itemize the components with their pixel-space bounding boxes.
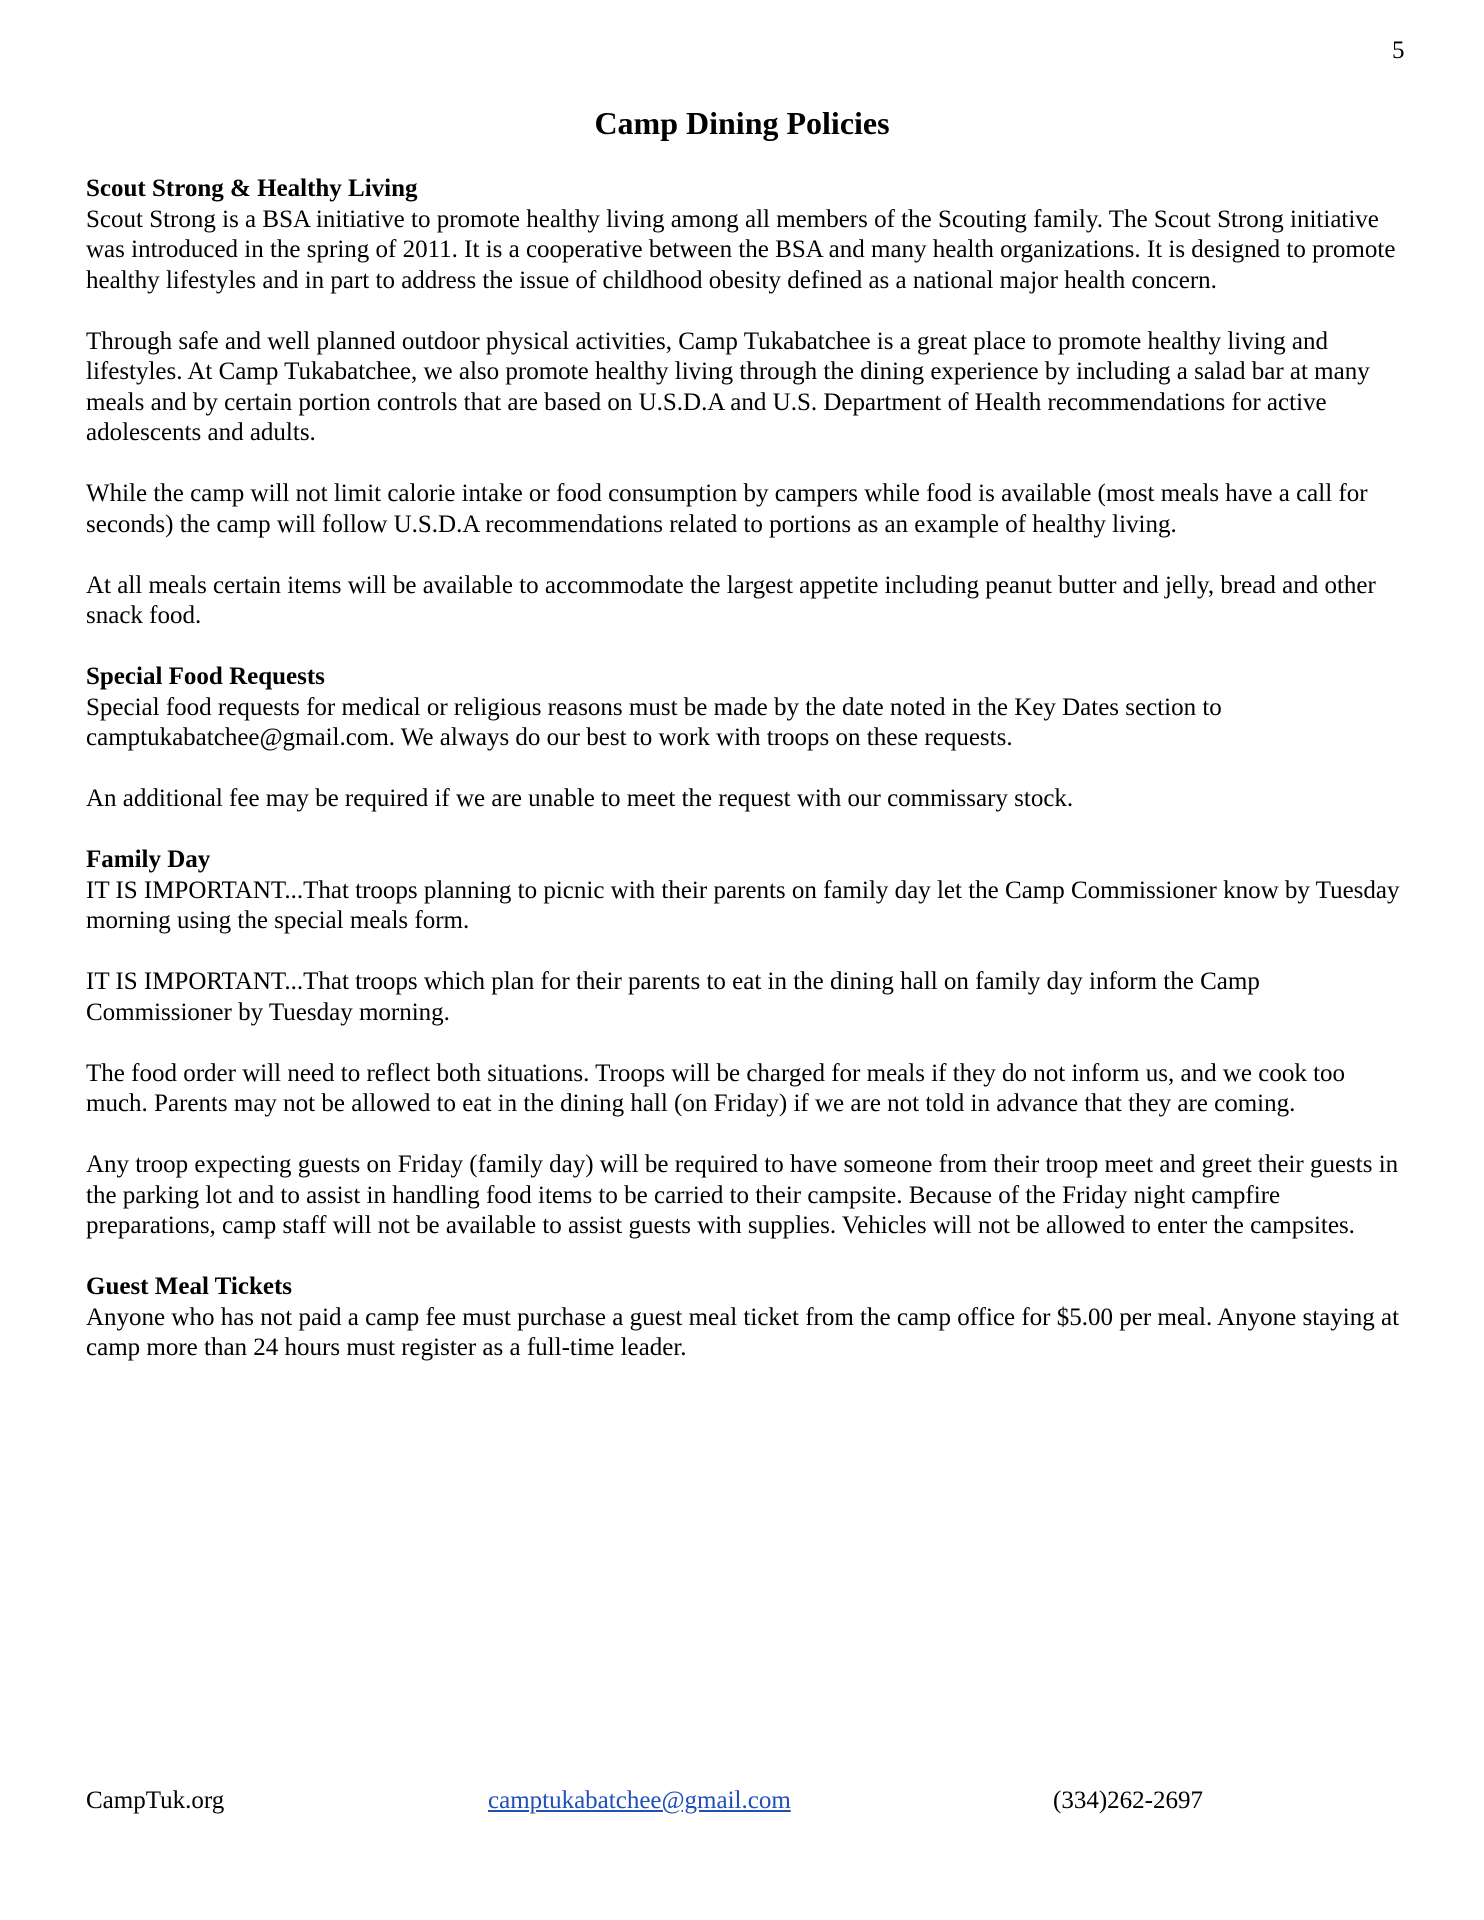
section-family-day (86, 845, 1411, 1242)
footer-email-link[interactable]: camptukabatchee@gmail.com (488, 1787, 791, 1814)
paragraph: Through safe and well planned outdoor physical activities, Camp Tukabatchee is a great place to promote healthy living and lifestyles. At Camp Tukabatchee, we also promote healthy living through the dining experience by including a salad bar at many meals and by certain portion controls that are based on U.S.D.A and U.S. Department of Health recommendations for active adolescents and adults. (86, 327, 1370, 446)
paragraph: While the camp will not limit calorie intake or food consumption by campers while food is available (most meals have a call for seconds) the camp will follow U.S.D.A recommendations related to portions as an example of healthy living. (86, 480, 1368, 538)
page-title: Camp Dining Policies (594, 105, 890, 141)
section-heading: Guest Meal Tickets (86, 1273, 293, 1300)
section-heading: Scout Strong & Healthy Living (86, 175, 418, 202)
paragraph: IT IS IMPORTANT...That troops which plan for their parents to eat in the dining hall on family day inform the Camp Commissioner by Tuesday morning. (86, 968, 1260, 1026)
section-special-food-requests (86, 662, 1411, 815)
paragraph: An additional fee may be required if we are unable to meet the request with our commissary stock. (86, 785, 1074, 812)
paragraph: Special food requests for medical or religious reasons must be made by the date noted in the Key Dates section to camptukabatchee@gmail.com. We always do our best to work with troops on these requests. (86, 693, 1222, 751)
paragraph: Any troop expecting guests on Friday (family day) will be required to have someone from their troop meet and greet their guests in the parking lot and to assist in handling food items to be carried to their campsite. Because of the Friday night campfire preparations, camp staff will not be available to assist guests with supplies. Vehicles will not be allowed to enter the campsites. (86, 1151, 1399, 1239)
paragraph: IT IS IMPORTANT...That troops planning to picnic with their parents on family day let the Camp Commissioner know by Tuesday morning using the special meals form. (86, 876, 1400, 934)
paragraph: Anyone who has not paid a camp fee must purchase a guest meal ticket from the camp office for $5.00 per meal. Anyone staying at camp more than 24 hours must register as a full-time leader. (86, 1303, 1400, 1361)
page-number: 5 (1392, 37, 1405, 64)
paragraph: At all meals certain items will be available to accommodate the largest appetite including peanut butter and jelly, bread and other snack food. (86, 571, 1376, 629)
section-guest-meal-tickets (86, 1272, 1411, 1364)
section-scout-strong (86, 174, 1411, 632)
footer-website: CampTuk.org (86, 1787, 225, 1814)
paragraph: The food order will need to reflect both situations. Troops will be charged for meals if they do not inform us, and we cook too much. Parents may not be allowed to eat in the dining hall (on Friday) if we are not told in advance that they are coming. (86, 1059, 1346, 1117)
footer-phone: (334)262-2697 (1053, 1787, 1203, 1814)
section-heading: Family Day (86, 846, 211, 873)
section-heading: Special Food Requests (86, 663, 325, 690)
paragraph: Scout Strong is a BSA initiative to promote healthy living among all members of the Scouting family. The Scout Strong initiative was introduced in the spring of 2011. It is a cooperative between the BSA and many health organizations. It is designed to promote healthy lifestyles and in part to address the issue of childhood obesity defined as a national major health concern. (86, 205, 1396, 294)
document-body (86, 174, 1411, 1394)
